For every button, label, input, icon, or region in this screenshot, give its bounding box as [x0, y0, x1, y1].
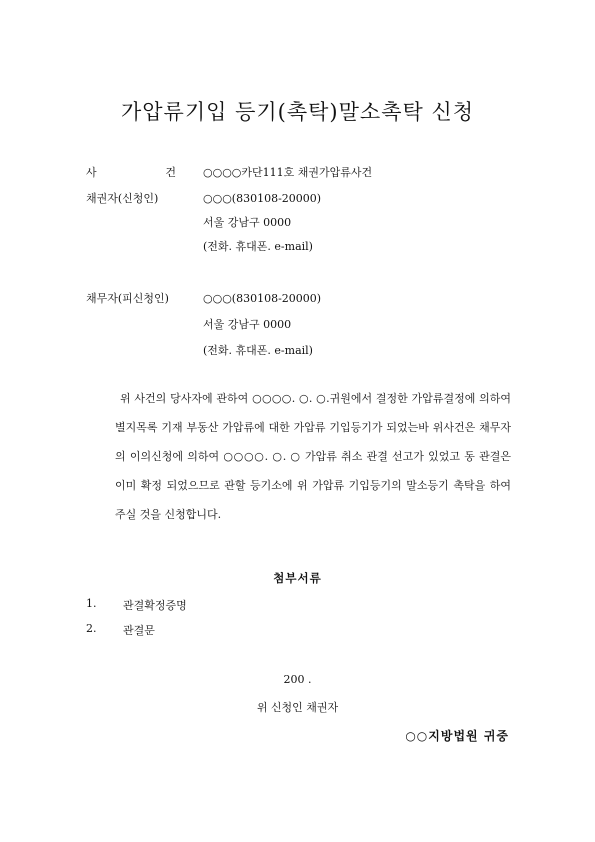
debtor-address: 서울 강남구 0000	[203, 318, 292, 331]
debtor-contact: (전화. 휴대폰. e-mail)	[203, 344, 313, 357]
body-paragraph: 위 사건의 당사자에 관하여 ○○○○. ○. ○.귀원에서 결정한 가압류결정에 의하여 별지목록 기재 부동산 가압류에 대한 가압류 기입등기가 되었는바 위사건은 채무자의 이의신청에 의하여 ○○○○. ○. ○ 가압류 취소 관결 선고가 있었고 동 관결은 이미 확정 되었으므로 관할 등기소에 위 가압류 기입등기의 말소등기 촉탁을 하여 주실 것을 신청합니다.	[115, 392, 511, 521]
attachment-number: 2.	[86, 622, 97, 635]
applicant-line: 위 신청인 채권자	[256, 701, 339, 714]
creditor-label: 채권자(신청인)	[86, 192, 159, 205]
case-value: ○○○○카단111호 채권가압류사건	[203, 166, 373, 179]
debtor-label: 채무자(피신청인)	[86, 292, 169, 305]
document-date: 200 .	[283, 673, 312, 686]
case-label-right: 건	[165, 166, 176, 179]
attachment-item: 관결확정증명	[123, 599, 187, 612]
case-label-left: 사	[86, 166, 97, 179]
case-label	[86, 166, 176, 180]
attachment-item: 관결문	[123, 624, 155, 637]
court-addressee: ○○지방법원 귀중	[405, 729, 509, 743]
creditor-name: ○○○(830108-20000)	[203, 192, 322, 205]
creditor-address: 서울 강남구 0000	[203, 216, 292, 229]
creditor-contact: (전화. 휴대폰. e-mail)	[203, 240, 313, 253]
debtor-name: ○○○(830108-20000)	[203, 292, 322, 305]
attachments-title: 첨부서류	[273, 571, 322, 585]
document-title: 가압류기입 등기(촉탁)말소촉탁 신청	[120, 100, 475, 124]
attachment-number: 1.	[86, 597, 97, 610]
